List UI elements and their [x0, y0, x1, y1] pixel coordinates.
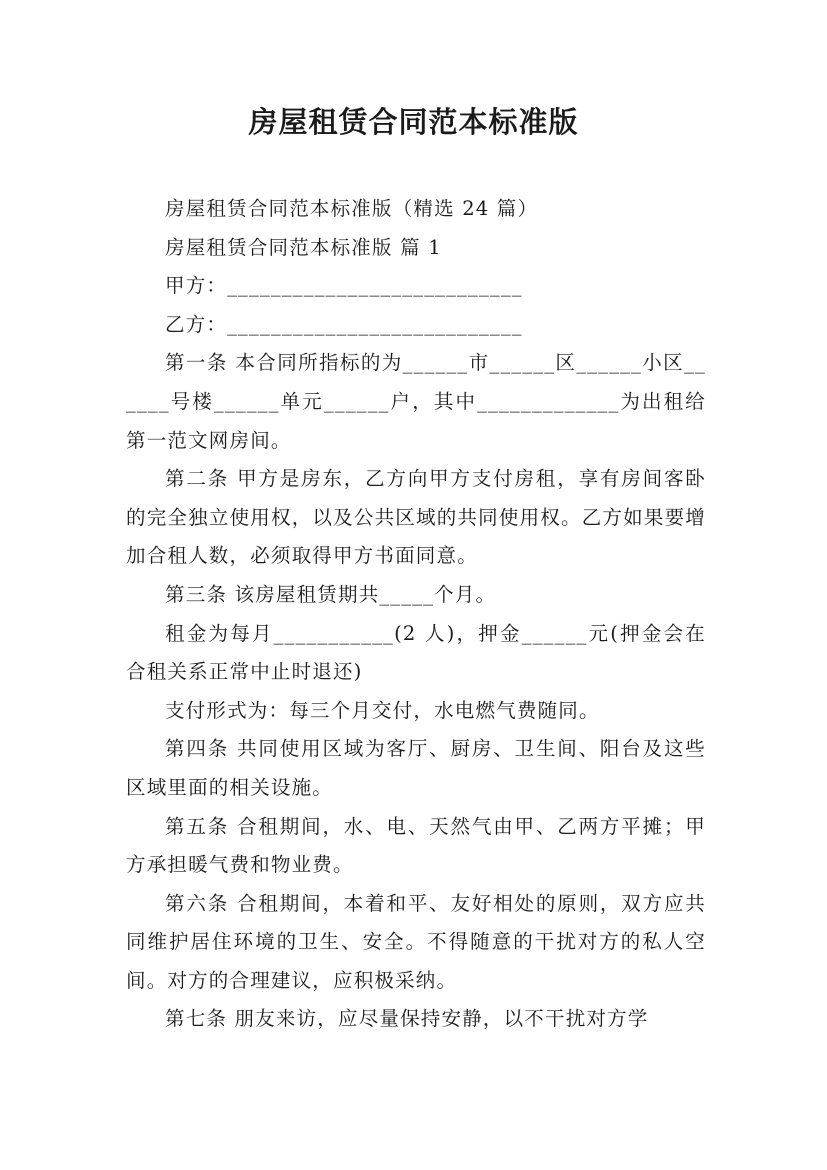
article-3-paragraph: 第三条 该房屋租赁期共_____个月。 [165, 582, 497, 606]
party-a-line: 甲方：___________________________ [165, 274, 523, 298]
rent-paragraph: 租金为每月___________(2 人)，押金______元(押金会在合租关系正常中止时退还) [126, 621, 706, 684]
section-heading-paragraph: 房屋租赁合同范本标准版 篇 1 [165, 235, 442, 259]
payment-paragraph: 支付形式为：每三个月交付，水电燃气费随同。 [165, 698, 600, 722]
article-2-paragraph: 第二条 甲方是房东，乙方向甲方支付房租，享有房间客卧的完全独立使用权，以及公共区域的共同使用权。乙方如果要增加合租人数，必须取得甲方书面同意。 [126, 467, 706, 568]
document-title: 房屋租赁合同范本标准版 [248, 105, 579, 139]
article-4-paragraph: 第四条 共同使用区域为客厅、厨房、卫生间、阳台及这些区域里面的相关设施。 [126, 737, 706, 799]
article-7-paragraph: 第七条 朋友来访，应尽量保持安静，以不干扰对方学 [165, 1007, 649, 1031]
party-b-line: 乙方：___________________________ [165, 312, 523, 336]
document-body [126, 190, 706, 1039]
subtitle-paragraph: 房屋租赁合同范本标准版（精选 24 篇） [165, 197, 539, 220]
article-5-paragraph: 第五条 合租期间，水、电、天然气由甲、乙两方平摊；甲方承担暖气费和物业费。 [126, 814, 706, 877]
article-1-paragraph: 第一条 本合同所指标的为______市______区______小区______号楼______单元______户，其中_____________为出租给第一范文网房间。 [126, 351, 706, 452]
article-6-paragraph: 第六条 合租期间，本着和平、友好相处的原则，双方应共同维护居住环境的卫生、安全。不得随意的干扰对方的私人空间。对方的合理建议，应积极采纳。 [126, 891, 706, 992]
